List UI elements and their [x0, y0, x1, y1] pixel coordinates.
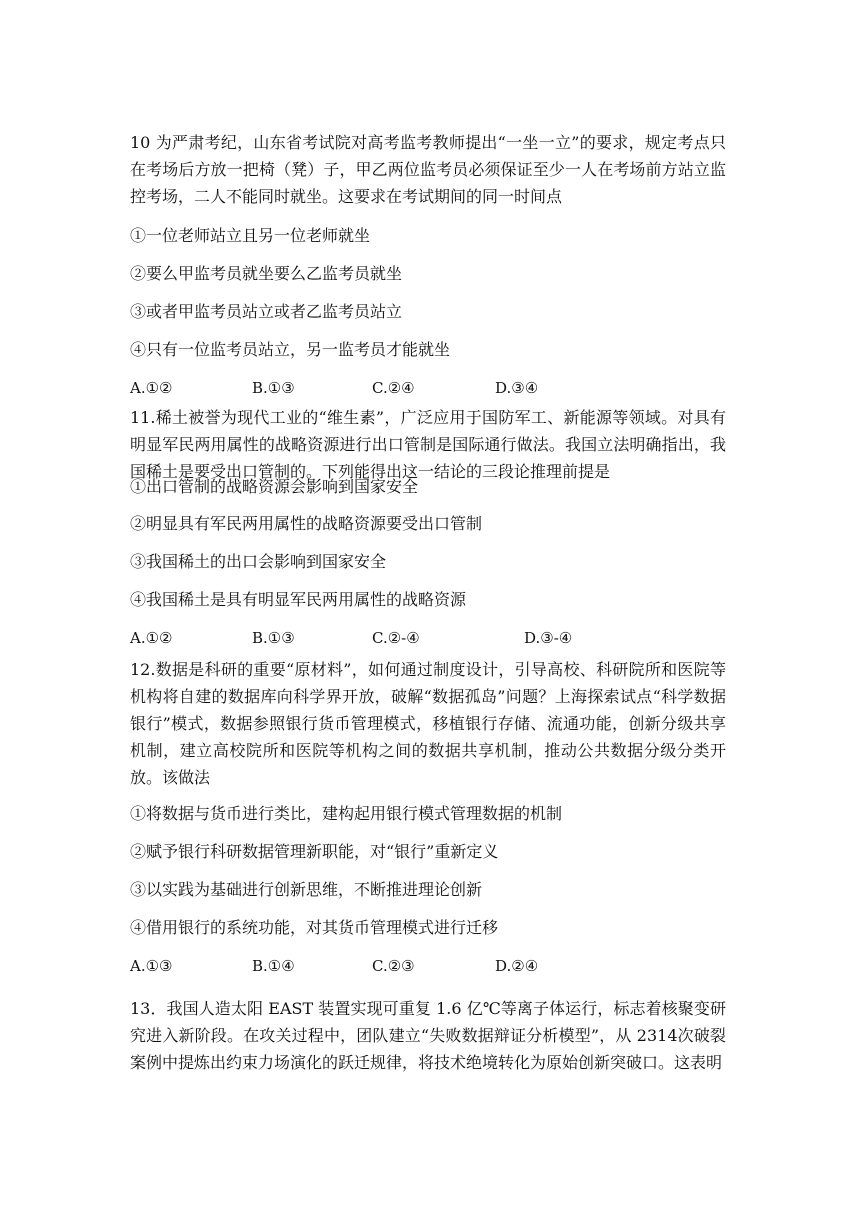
question-11	[130, 404, 726, 485]
question-12-option-1: ①将数据与货币进行类比，建构起用银行模式管理数据的机制	[130, 804, 563, 823]
question-10-option-2: ②要么甲监考员就坐要么乙监考员就坐	[130, 264, 403, 283]
choice-c: C.②③	[372, 957, 415, 975]
question-11-choices	[130, 628, 730, 648]
question-12-option-4: ④借用银行的系统功能，对其货币管理模式进行迁移	[130, 918, 499, 937]
question-13	[130, 995, 726, 1076]
question-10	[130, 129, 726, 210]
question-11-option-2: ②明显具有军民两用属性的战略资源要受出口管制	[130, 514, 483, 533]
question-12-choices	[130, 956, 730, 976]
choice-d: D.③④	[495, 379, 539, 397]
question-13-stem: 13．我国人造太阳 EAST 装置实现可重复 1.6 亿℃等离子体运行，标志着核聚变研究进入新阶段。在攻关过程中，团队建立“失败数据辩证分析模型”，从 2314次破裂案例中提炼出约束力场演化的跃迁规律，将技术绝境转化为原始创新突破口。这表明	[130, 999, 726, 1072]
question-10-choices	[130, 378, 730, 398]
question-12-option-3: ③以实践为基础进行创新思维，不断推进理论创新	[130, 880, 483, 899]
question-12	[130, 656, 726, 791]
choice-b: B.①③	[252, 379, 295, 397]
question-11-option-3: ③我国稀土的出口会影响到国家安全	[130, 552, 387, 571]
choice-a: A.①③	[130, 957, 173, 975]
choice-b: B.①④	[252, 957, 295, 975]
question-12-option-2: ②赋予银行科研数据管理新职能，对“银行”重新定义	[130, 842, 499, 861]
choice-c: C.②-④	[372, 629, 420, 647]
choice-d: D.②④	[495, 957, 539, 975]
question-11-option-1: ①出口管制的战略资源会影响到国家安全	[130, 477, 419, 496]
choice-c: C.②④	[372, 379, 415, 397]
question-10-option-4: ④只有一位监考员站立，另一监考员才能就坐	[130, 340, 451, 359]
question-10-option-3: ③或者甲监考员站立或者乙监考员站立	[130, 302, 403, 321]
choice-a: A.①②	[130, 379, 173, 397]
question-11-option-4: ④我国稀土是具有明显军民两用属性的战略资源	[130, 590, 467, 609]
question-12-stem: 12.数据是科研的重要“原材料”，如何通过制度设计，引导高校、科研院所和医院等机构将自建的数据库向科学界开放，破解“数据孤岛”问题？上海探索试点“科学数据银行”模式，数据参照银行货币管理模式，移植银行存储、流通功能，创新分级共享机制，建立高校院所和医院等机构之间的数据共享机制，推动公共数据分级分类开放。该做法	[130, 660, 726, 787]
choice-b: B.①③	[252, 629, 295, 647]
choice-a: A.①②	[130, 629, 173, 647]
choice-d: D.③-④	[524, 629, 573, 647]
question-10-stem: 10 为严肃考纪，山东省考试院对高考监考教师提出“一坐一立”的要求，规定考点只在考场后方放一把椅（凳）子，甲乙两位监考员必须保证至少一人在考场前方站立监控考场，二人不能同时就坐。这要求在考试期间的同一时间点	[130, 133, 726, 206]
question-10-option-1: ①一位老师站立且另一位老师就坐	[130, 226, 371, 245]
question-11-stem: 11.稀土被誉为现代工业的“维生素”，广泛应用于国防军工、新能源等领域。对具有明显军民两用属性的战略资源进行出口管制是国际通行做法。我国立法明确指出，我国稀土是要受出口管制的。下列能得出这一结论的三段论推理前提是	[130, 408, 726, 481]
